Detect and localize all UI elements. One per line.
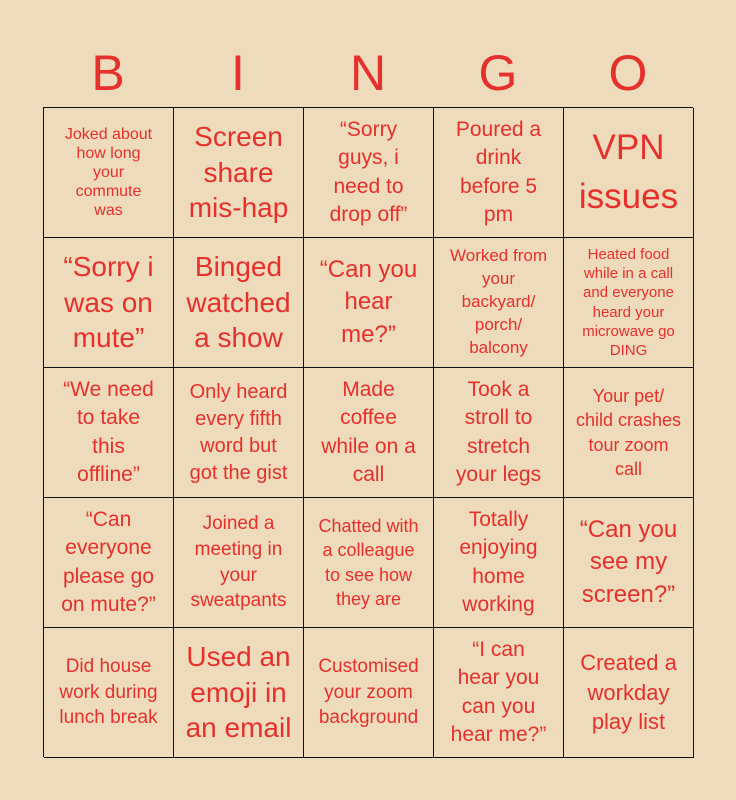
bingo-cell-text: Created a workday play list [580, 649, 677, 735]
bingo-cell-text: Heated food while in a call and everyone heard your microwave go DING [582, 245, 675, 359]
bingo-cell-text: Chatted with a colleague to see how they are [318, 515, 419, 609]
header-letter-g: G [478, 45, 518, 101]
bingo-cell[interactable] [174, 628, 304, 758]
bingo-cell-text: Joked about how long your commute was [64, 125, 153, 220]
bingo-cell[interactable] [44, 628, 174, 758]
bingo-cell[interactable] [304, 108, 434, 238]
bingo-cell[interactable] [304, 628, 434, 758]
header-letter-i: I [231, 45, 245, 101]
bingo-cell-text: Used an emoji in an email [185, 640, 292, 744]
bingo-cell[interactable] [44, 108, 174, 238]
header-letter-b: B [91, 45, 125, 101]
bingo-cell[interactable] [174, 238, 304, 368]
bingo-cell-text: Took a stroll to stretch your legs [455, 377, 542, 486]
bingo-cell[interactable] [304, 238, 434, 368]
bingo-cell[interactable] [434, 108, 564, 238]
bingo-cell-text: Did house work during lunch break [59, 656, 158, 729]
bingo-cell[interactable] [434, 628, 564, 758]
bingo-cell[interactable] [564, 108, 694, 238]
bingo-cell-text: “Can everyone please go on mute?” [61, 507, 156, 616]
bingo-cell-text: Poured a drink before 5 pm [455, 117, 542, 226]
bingo-header [43, 40, 693, 106]
bingo-cell-text: “I can hear you can you hear me?” [450, 637, 547, 746]
bingo-cell[interactable] [174, 108, 304, 238]
bingo-cell-text: Joined a meeting in your sweatpants [190, 513, 287, 612]
bingo-cell[interactable] [44, 238, 174, 368]
bingo-cell-text: VPN issues [578, 128, 679, 216]
bingo-cell[interactable] [434, 238, 564, 368]
bingo-cell[interactable] [174, 498, 304, 628]
bingo-card-grid [43, 107, 693, 757]
bingo-cell[interactable] [564, 238, 694, 368]
bingo-cell[interactable] [304, 368, 434, 498]
header-letter-o: O [608, 45, 648, 101]
bingo-cell-text: “Sorry guys, i need to drop off” [329, 117, 408, 226]
bingo-cell-text: “Can you see my screen?” [579, 515, 678, 608]
bingo-cell[interactable] [564, 368, 694, 498]
bingo-cell[interactable] [304, 498, 434, 628]
bingo-cell-text: Binged watched a show [186, 250, 291, 354]
bingo-cell-text: Worked from your backyard/ porch/ balcony [450, 246, 547, 357]
bingo-cell-text: “Sorry i was on mute” [63, 250, 154, 354]
bingo-cell[interactable] [434, 498, 564, 628]
bingo-cell-text: Made coffee while on a call [321, 377, 416, 486]
bingo-cell-text: Totally enjoying home working [459, 507, 538, 616]
bingo-cell-text: “Can you hear me?” [319, 255, 418, 348]
bingo-cell-text: Screen share mis-hap [188, 120, 289, 224]
bingo-cell-text: Your pet/ child crashes tour zoom call [575, 385, 682, 479]
bingo-cell[interactable] [174, 368, 304, 498]
bingo-cell[interactable] [44, 368, 174, 498]
header-letter-n: N [349, 45, 387, 101]
bingo-cell[interactable] [564, 498, 694, 628]
bingo-cell[interactable] [44, 498, 174, 628]
bingo-cell[interactable] [434, 368, 564, 498]
bingo-cell-text: “We need to take this offline” [63, 377, 154, 486]
bingo-cell-text: Only heard every fifth word but got the gist [189, 380, 288, 484]
bingo-cell-text: Customised your zoom background [318, 656, 419, 729]
bingo-cell[interactable] [564, 628, 694, 758]
